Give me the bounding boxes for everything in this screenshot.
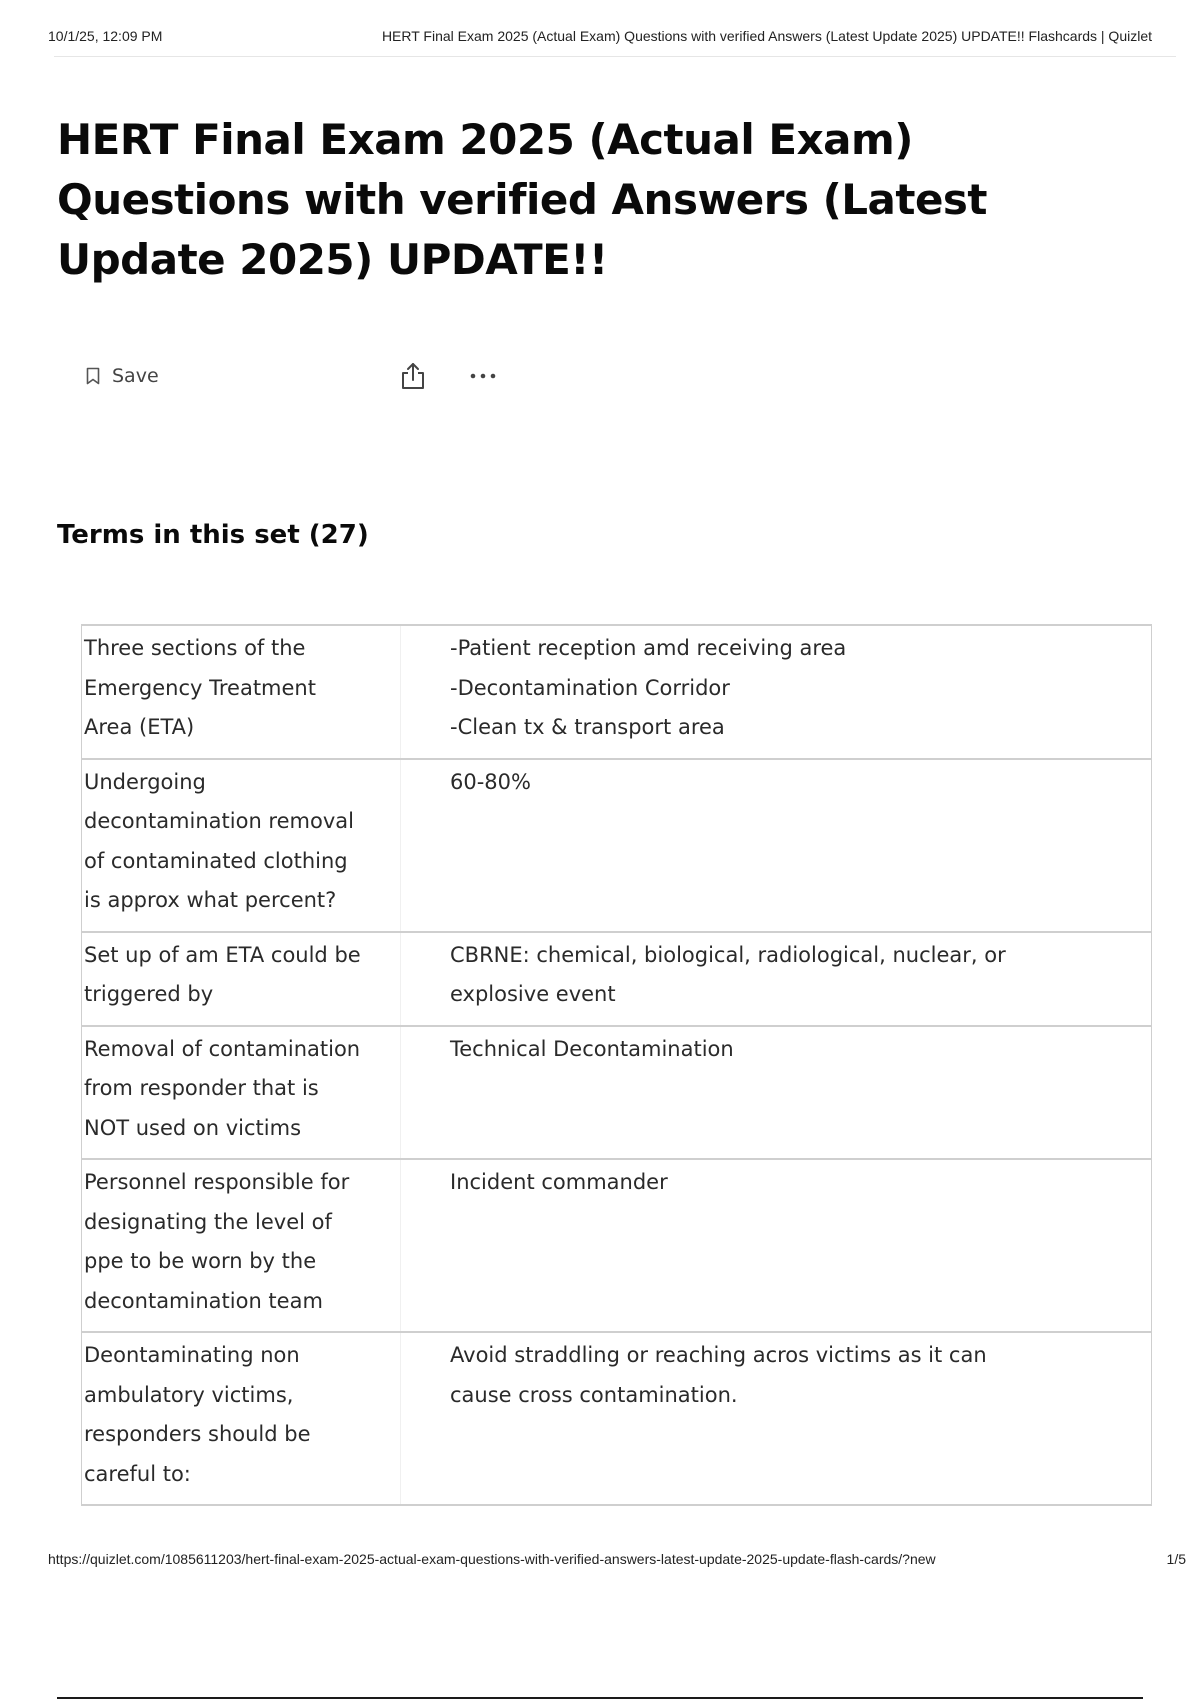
definition-text-line: -Patient reception amd receiving area bbox=[450, 636, 847, 660]
print-page-number: 1/5 bbox=[1166, 1551, 1186, 1567]
definition-text-line: explosive event bbox=[450, 982, 616, 1006]
term-text-line: Emergency Treatment bbox=[84, 675, 316, 700]
save-button[interactable] bbox=[86, 358, 159, 394]
term-text-line: of contaminated clothing bbox=[84, 848, 348, 873]
share-button[interactable] bbox=[396, 358, 430, 394]
definition-text-line: -Clean tx & transport area bbox=[450, 715, 725, 739]
definition-text-line: Incident commander bbox=[450, 1170, 668, 1194]
term-row bbox=[82, 1159, 1152, 1332]
term-cell bbox=[82, 1159, 401, 1332]
page-title: HERT Final Exam 2025 (Actual Exam) Questions with verified Answers (Latest Update 2025) UPDATE!! bbox=[57, 115, 988, 284]
term-row bbox=[82, 932, 1152, 1026]
term-cell bbox=[82, 625, 401, 759]
term-text-line: Personnel responsible for bbox=[84, 1170, 350, 1194]
term-text-line: triggered by bbox=[84, 982, 214, 1006]
term-row bbox=[82, 625, 1152, 759]
term-text-line: Set up of am ETA could be bbox=[84, 942, 361, 967]
definition-cell bbox=[401, 1159, 1152, 1332]
definition-cell bbox=[401, 932, 1152, 1026]
more-icon bbox=[469, 372, 497, 380]
terms-table bbox=[81, 624, 1152, 1506]
term-text-line: Deontaminating non bbox=[84, 1343, 300, 1367]
term-cell bbox=[82, 1026, 401, 1160]
more-options-button[interactable] bbox=[466, 358, 500, 394]
term-text-line: decontamination team bbox=[84, 1288, 323, 1313]
bottom-divider bbox=[57, 1697, 1143, 1699]
term-text-line: responders should be bbox=[84, 1422, 311, 1446]
term-text-line: is approx what percent? bbox=[84, 888, 337, 912]
save-label: Save bbox=[112, 365, 159, 387]
term-text-line: Three sections of the bbox=[84, 636, 306, 660]
term-text-line: decontamination removal bbox=[84, 809, 354, 833]
term-text-line: designating the level of bbox=[84, 1209, 332, 1234]
term-row bbox=[82, 1026, 1152, 1160]
share-icon bbox=[400, 362, 426, 390]
definition-text-line: Technical Decontamination bbox=[450, 1036, 734, 1061]
header-divider bbox=[54, 56, 1176, 57]
term-text-line: Undergoing bbox=[84, 769, 206, 794]
definition-text-line: cause cross contamination. bbox=[450, 1382, 738, 1407]
term-row bbox=[82, 759, 1152, 932]
print-url: https://quizlet.com/1085611203/hert-final-exam-2025-actual-exam-questions-with-verified-answers-latest-update-2025-update-flash-cards/?new bbox=[48, 1551, 936, 1567]
definition-text-line: -Decontamination Corridor bbox=[450, 675, 730, 700]
print-page-title: HERT Final Exam 2025 (Actual Exam) Questions with verified Answers (Latest Update 2025) UPDATE!! Flashcards | Quizlet bbox=[381, 28, 1152, 44]
term-row bbox=[82, 1332, 1152, 1505]
bookmark-icon bbox=[86, 367, 100, 385]
term-text-line: careful to: bbox=[84, 1461, 191, 1486]
term-cell bbox=[82, 932, 401, 1026]
term-text-line: NOT used on victims bbox=[84, 1115, 302, 1140]
term-text-line: ambulatory victims, bbox=[84, 1382, 294, 1407]
definition-cell bbox=[401, 1026, 1152, 1160]
set-actions bbox=[86, 358, 506, 394]
definition-text-line: CBRNE: chemical, biological, radiological, nuclear, or bbox=[450, 942, 1006, 967]
term-cell bbox=[82, 759, 401, 932]
print-timestamp: 10/1/25, 12:09 PM bbox=[48, 28, 163, 44]
term-text-line: from responder that is bbox=[84, 1076, 319, 1100]
term-text-line: Area (ETA) bbox=[84, 715, 195, 739]
definition-text-line: 60-80% bbox=[450, 769, 531, 794]
term-text-line: ppe to be worn by the bbox=[84, 1249, 317, 1273]
definition-cell bbox=[401, 759, 1152, 932]
terms-table-body bbox=[82, 625, 1152, 1505]
terms-heading: Terms in this set (27) bbox=[57, 520, 369, 550]
definition-text-line: Avoid straddling or reaching acros victims as it can bbox=[450, 1343, 987, 1367]
definition-cell bbox=[401, 1332, 1152, 1505]
term-text-line: Removal of contamination bbox=[84, 1036, 361, 1061]
definition-cell bbox=[401, 625, 1152, 759]
term-cell bbox=[82, 1332, 401, 1505]
